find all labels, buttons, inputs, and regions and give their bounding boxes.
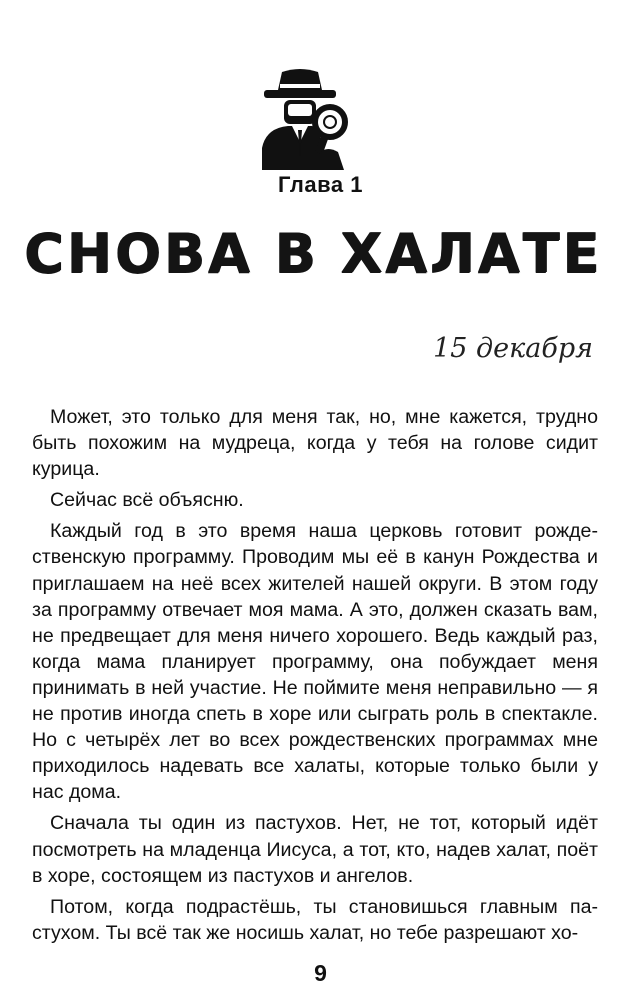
- paragraph: Может, это только для меня так, но, мне кажется, трудно быть похожим на мудреца, когда у тебя на голове сидит курица.: [32, 406, 598, 481]
- chapter-label: Глава 1: [278, 172, 363, 197]
- detective-magnifier-icon: [258, 66, 354, 170]
- paragraph: Потом, когда подрастёшь, ты становишься главным пастухом. Ты всё так же носишь халат, но тебе разрешают хо-: [32, 895, 598, 944]
- body-text: [32, 404, 598, 951]
- paragraph: Каждый год в это время наша церковь готовит рождественскую программу. Проводим мы её в канун Рождества и приглашаем на неё всех жителей нашей округи. В этом году за программу отвечает моя мама. А это, должен сказать вам, не предвещает для меня ничего хорошего. Ведь каждый раз, когда мама планирует программу, она побуждает меня принимать в ней участие. Не поймите меня неправильно — я не против иногда спеть в хоре или сыграть роль в спектакле. Но с четырёх лет во всех рождественских программах мне приходилось надевать все халаты, которые только были у нас дома.: [32, 520, 598, 804]
- paragraph: Сейчас всё объясню.: [50, 489, 244, 512]
- diary-date: 15 декабря: [433, 333, 593, 364]
- paragraph: Сначала ты один из пастухов. Нет, не тот, который идёт посмотреть на младенца Иисуса, а тот, кто, надев халат, поёт в хоре, состоящем из пастухов и ангелов.: [32, 812, 598, 887]
- chapter-title: СНОВА В ХАЛАТЕ: [23, 222, 603, 285]
- page-number: 9: [314, 960, 327, 986]
